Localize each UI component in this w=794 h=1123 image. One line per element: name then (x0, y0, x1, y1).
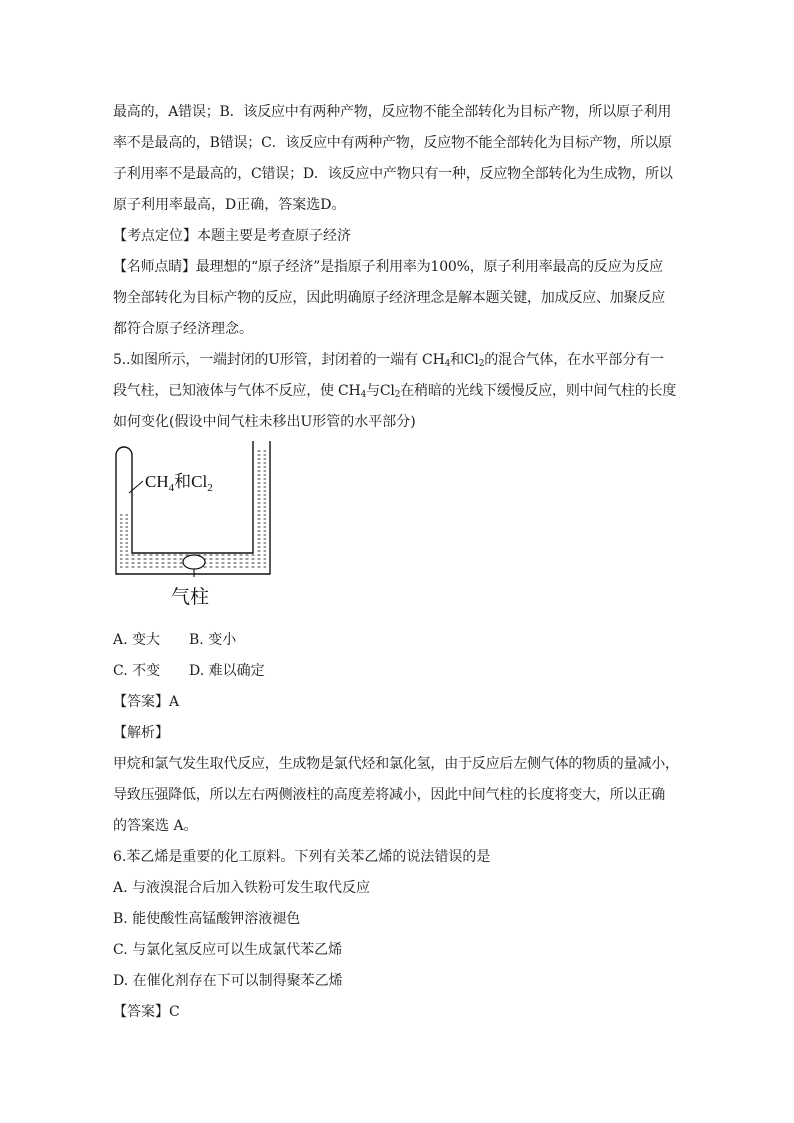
option-b: B. 变小 (189, 632, 237, 648)
option-d: D. 难以确定 (189, 663, 265, 679)
option-b: B. 能使酸性高锰酸钾溶液褪色 (113, 911, 301, 927)
u-tube-inner-wall (116, 441, 253, 570)
air-column-label: 气柱 (171, 586, 210, 608)
explanation-heading: 【解析】 (113, 725, 169, 741)
text-line: 最高的，A错误；B．该反应中有两种产物，反应物不能全部转化为目标产物，所以原子利用 (113, 104, 672, 120)
document-page (113, 97, 683, 1028)
text-line: 子利用率不是最高的，C错误；D．该反应中产物只有一种，反应物全部转化为生成物，所以 (113, 166, 673, 182)
question-5-stem: 段气柱，已知液体与气体不反应，使 $CH_4$与$Cl_2$在稍暗的光线下缓慢反应，则中间气柱的长度 (113, 383, 677, 400)
option-c: C. 不变 (113, 663, 161, 679)
options-row (113, 625, 683, 656)
option-d: D. 在催化剂存在下可以制得聚苯乙烯 (113, 973, 343, 989)
option-a: A. 与液溴混合后加入铁粉可发生取代反应 (113, 880, 371, 896)
right-liquid-column (257, 449, 266, 561)
answer-line: 【答案】A (113, 694, 180, 710)
explanation-line: 导致压强降低，所以左右两侧液柱的高度差将减小，因此中间气柱的长度将变大，所以正确 (113, 787, 665, 803)
option-a: A. 变大 (113, 632, 161, 648)
left-liquid-column (120, 513, 128, 561)
gas-label-pointer (129, 481, 143, 493)
mingshi-line: 都符合原子经济理念。 (113, 321, 253, 337)
answer-line: 【答案】C (113, 1004, 180, 1020)
option-c: C. 与氯化氢反应可以生成氯代苯乙烯 (113, 942, 343, 958)
question-5-stem: 如何变化(假设中间气柱未移出U形管的水平部分) (113, 414, 416, 430)
question-5-stem: 5..如图所示，一端封闭的U形管，封闭着的一端有 $CH_4$和$Cl_2$的混合气体，在水平部分有一 (113, 352, 664, 369)
text-line: 原子利用率最高，D正确，答案选D。 (113, 197, 346, 213)
options-row (113, 656, 683, 687)
u-tube-diagram (113, 441, 283, 621)
mingshi-line: 【名师点睛】最理想的“原子经济”是指原子利用率为100%，原子利用率最高的反应为反应 (113, 259, 663, 275)
mingshi-line: 物全部转化为目标产物的反应，因此明确原子经济理念是解本题关键，加成反应、加聚反应 (113, 290, 665, 306)
explanation-line: 甲烷和氯气发生取代反应，生成物是氯代烃和氯化氢，由于反应后左侧气体的物质的量减小， (113, 756, 679, 772)
explanation-line: 的答案选 A。 (113, 818, 198, 834)
gas-mixture-label: $CH_4$和$Cl_2$ (145, 472, 213, 494)
question-6-stem: 6.苯乙烯是重要的化工原料。下列有关苯乙烯的说法错误的是 (113, 849, 491, 865)
air-column (183, 555, 205, 569)
u-tube-figure (113, 441, 283, 621)
text-line: 率不是最高的，B错误；C．该反应中有两种产物，反应物不能全部转化为目标产物，所以原 (113, 135, 672, 151)
kaodian-line: 【考点定位】本题主要是考查原子经济 (113, 228, 351, 244)
